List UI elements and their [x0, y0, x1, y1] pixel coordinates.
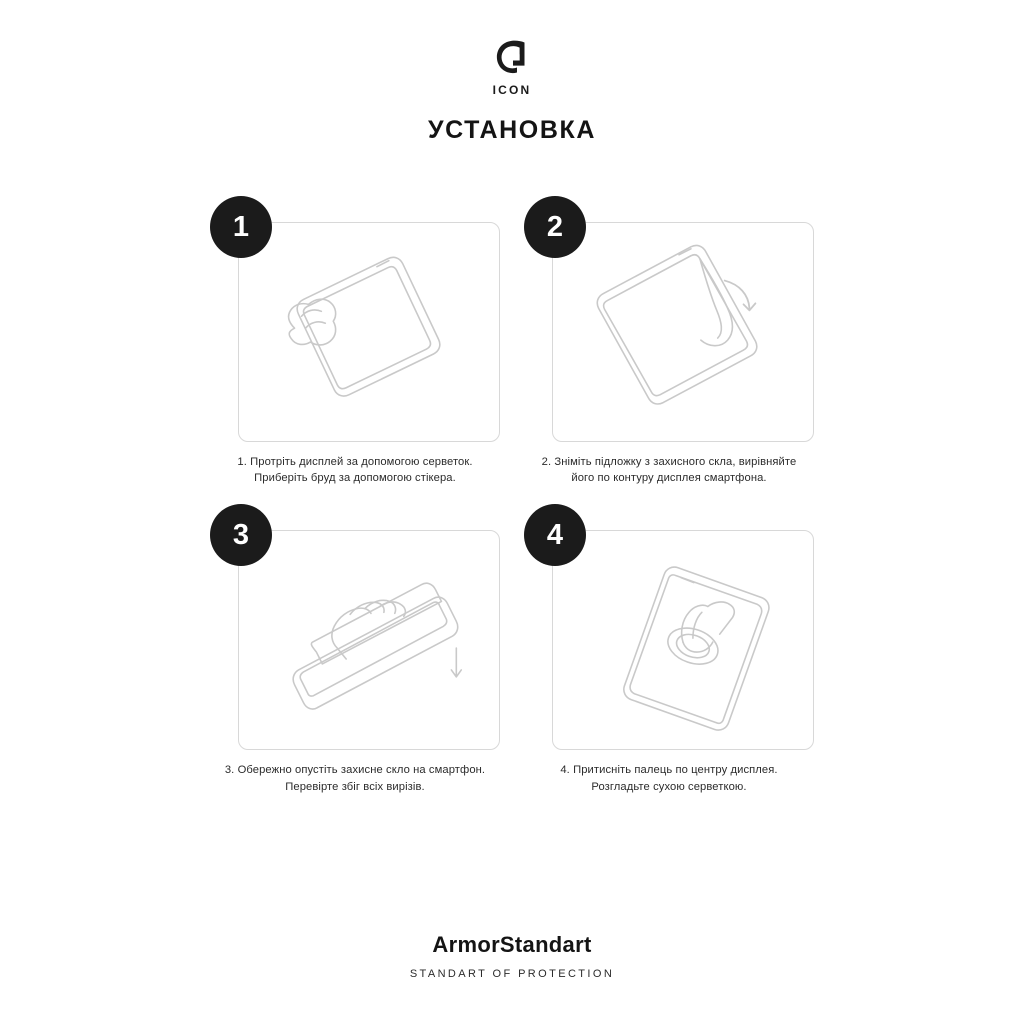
- step-2-number: 2: [524, 196, 586, 258]
- step-3-caption-line-2: Перевірте збіг всіх вирізів.: [285, 780, 425, 793]
- step-3-caption-line-1: 3. Обережно опустіть захисне скло на смартфон.: [224, 764, 486, 777]
- step-2-illustration-frame: [552, 222, 814, 442]
- step-4-number: 4: [524, 504, 586, 566]
- armorstandart-a-icon: [491, 38, 533, 80]
- step-3-illustration-frame: [238, 530, 500, 750]
- step-1-caption-line-1: 1. Протріть дисплей за допомогою серветок.: [237, 456, 473, 468]
- step-4-illustration-frame: [552, 530, 814, 750]
- lower-glass-onto-phone-icon: [239, 531, 499, 749]
- step-2: [524, 196, 814, 486]
- step-2-caption-line-1: 2. Зніміть підложку з захисного скла, вирівняйте: [541, 456, 797, 468]
- peel-protective-film-icon: [553, 223, 813, 441]
- footer-brand-name: ArmorStandart: [432, 932, 592, 957]
- step-3: [210, 504, 500, 794]
- step-1: [210, 196, 500, 486]
- brand-logo: [0, 38, 1024, 97]
- step-1-number: 1: [210, 196, 272, 258]
- step-3-caption: [210, 762, 500, 794]
- step-4: [524, 504, 814, 794]
- step-1-caption-line-2: Приберіть бруд за допомогою стікера.: [254, 472, 456, 485]
- footer-tagline: STANDART OF PROTECTION: [409, 968, 615, 980]
- installation-steps: [210, 196, 814, 795]
- step-3-number: 3: [210, 504, 272, 566]
- step-4-caption-line-2: Розгладьте сухою серветкою.: [591, 780, 747, 793]
- page-title: УСТАНОВКА: [427, 116, 596, 144]
- step-2-caption: [524, 454, 814, 486]
- step-2-caption-line-2: його по контуру дисплея смартфона.: [571, 472, 767, 485]
- step-1-illustration-frame: [238, 222, 500, 442]
- brand-name: ICON: [492, 83, 532, 97]
- footer: [0, 932, 1024, 980]
- press-finger-center-icon: [553, 531, 813, 749]
- phone-with-wipe-cloth-icon: [239, 223, 499, 441]
- step-1-caption: [210, 454, 500, 486]
- step-4-caption-line-1: 4. Притисніть палець по центру дисплея.: [560, 764, 778, 777]
- step-4-caption: [524, 762, 814, 794]
